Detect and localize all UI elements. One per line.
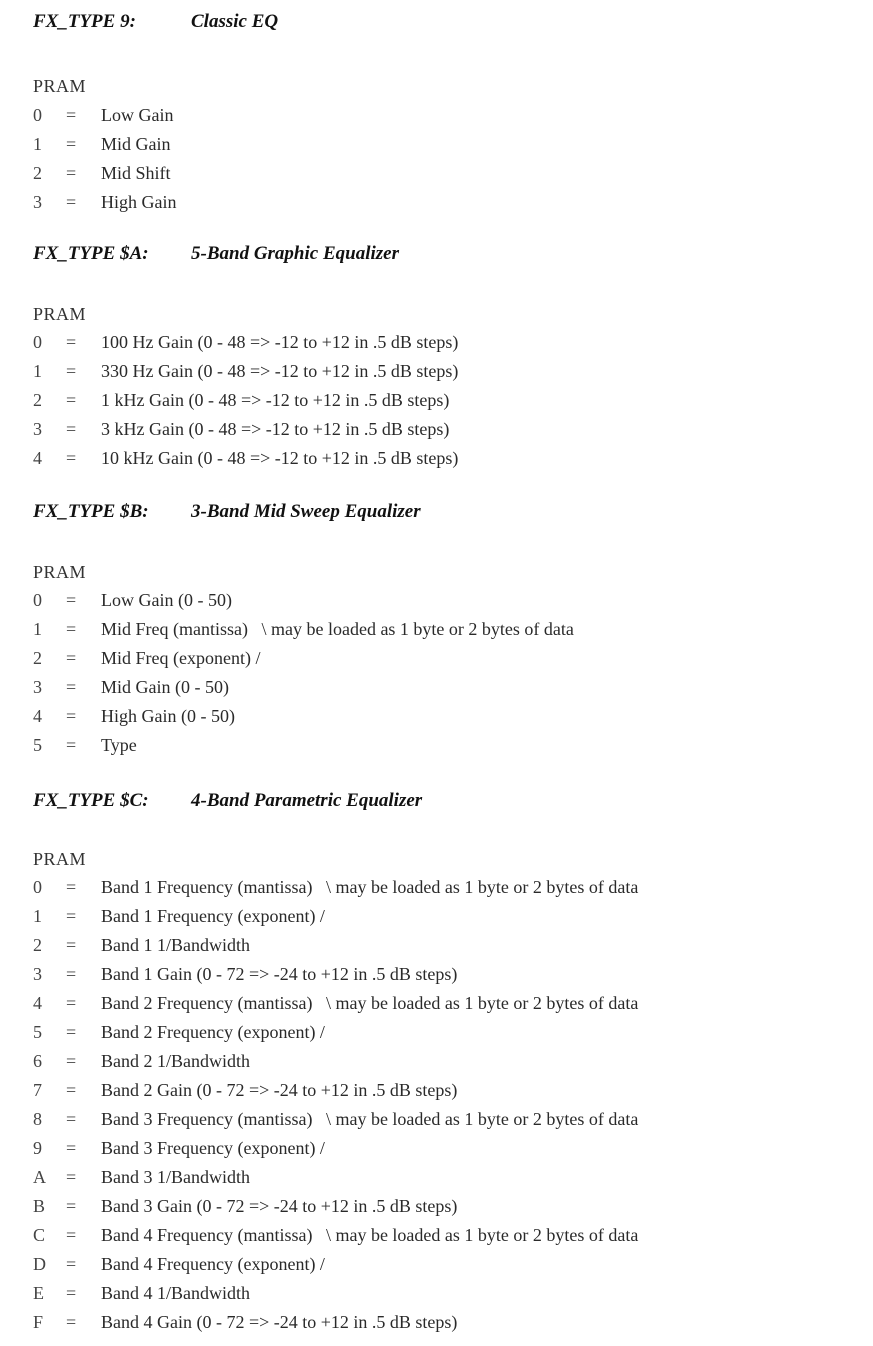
pram-label: PRAM [33, 304, 87, 324]
equals-sign: = [66, 134, 77, 154]
param-description: 10 kHz Gain (0 - 48 => -12 to +12 in .5 dB steps) [101, 448, 459, 468]
param-description: Band 1 Gain (0 - 72 => -24 to +12 in .5 dB steps) [101, 964, 458, 984]
param-index: 4 [33, 448, 42, 468]
equals-sign: = [66, 648, 77, 668]
equals-sign: = [66, 619, 77, 639]
param-description: High Gain [101, 192, 177, 212]
param-index: 9 [33, 1138, 42, 1158]
param-index: 0 [33, 877, 42, 897]
param-description: Low Gain (0 - 50) [101, 590, 232, 610]
param-description: Mid Freq (mantissa) \ may be loaded as 1 byte or 2 bytes of data [101, 619, 574, 639]
param-index: A [33, 1167, 46, 1187]
param-index: 2 [33, 935, 42, 955]
param-index: 3 [33, 964, 42, 984]
param-description: Mid Gain [101, 134, 171, 154]
equals-sign: = [66, 1225, 77, 1245]
equals-sign: = [66, 590, 77, 610]
param-description: Band 2 Frequency (exponent) / [101, 1022, 325, 1042]
fx-type-name: Classic EQ [191, 11, 279, 32]
param-index: 0 [33, 105, 42, 125]
param-description: Mid Freq (exponent) / [101, 648, 261, 668]
param-index: C [33, 1225, 46, 1245]
param-index: 3 [33, 192, 42, 212]
param-description: 330 Hz Gain (0 - 48 => -12 to +12 in .5 dB steps) [101, 361, 459, 381]
equals-sign: = [66, 1196, 77, 1216]
equals-sign: = [66, 993, 77, 1013]
param-index: 3 [33, 677, 42, 697]
param-description: Band 4 Frequency (mantissa) \ may be loaded as 1 byte or 2 bytes of data [101, 1225, 639, 1245]
fx-type-label: FX_TYPE $B: [33, 501, 149, 522]
param-index: B [33, 1196, 46, 1216]
equals-sign: = [66, 1109, 77, 1129]
equals-sign: = [66, 964, 77, 984]
param-description: 1 kHz Gain (0 - 48 => -12 to +12 in .5 dB steps) [101, 390, 450, 410]
fx-type-label: FX_TYPE $A: [33, 243, 149, 264]
param-description: Band 4 1/Bandwidth [101, 1283, 250, 1303]
param-description: Type [101, 735, 137, 755]
fx-type-label: FX_TYPE 9: [33, 11, 136, 32]
fx-type-label: FX_TYPE $C: [33, 790, 149, 811]
param-index: 7 [33, 1080, 42, 1100]
param-description: Band 2 1/Bandwidth [101, 1051, 250, 1071]
equals-sign: = [66, 192, 77, 212]
param-index: 0 [33, 332, 42, 352]
param-description: Low Gain [101, 105, 174, 125]
param-index: 1 [33, 361, 42, 381]
equals-sign: = [66, 1283, 77, 1303]
equals-sign: = [66, 448, 77, 468]
section-heading [33, 500, 421, 524]
param-description: Band 3 Frequency (mantissa) \ may be loaded as 1 byte or 2 bytes of data [101, 1109, 639, 1129]
pram-label: PRAM [33, 849, 87, 869]
equals-sign: = [66, 935, 77, 955]
equals-sign: = [66, 1167, 77, 1187]
equals-sign: = [66, 1254, 77, 1274]
equals-sign: = [66, 1051, 77, 1071]
param-description: High Gain (0 - 50) [101, 706, 235, 726]
param-description: Band 1 Frequency (mantissa) \ may be loaded as 1 byte or 2 bytes of data [101, 877, 639, 897]
param-description: Mid Shift [101, 163, 171, 183]
equals-sign: = [66, 163, 77, 183]
param-index: F [33, 1312, 44, 1332]
param-index: 2 [33, 163, 42, 183]
param-description: Band 1 1/Bandwidth [101, 935, 250, 955]
equals-sign: = [66, 706, 77, 726]
param-index: 3 [33, 419, 42, 439]
param-index: 0 [33, 590, 42, 610]
section-heading [33, 789, 422, 813]
param-index: 5 [33, 1022, 42, 1042]
param-description: 100 Hz Gain (0 - 48 => -12 to +12 in .5 dB steps) [101, 332, 459, 352]
equals-sign: = [66, 332, 77, 352]
param-index: 1 [33, 134, 42, 154]
param-index: 2 [33, 648, 42, 668]
section-heading [33, 242, 399, 266]
param-description: Band 1 Frequency (exponent) / [101, 906, 325, 926]
param-index: E [33, 1283, 44, 1303]
param-description: Band 4 Gain (0 - 72 => -24 to +12 in .5 dB steps) [101, 1312, 458, 1332]
param-index: 5 [33, 735, 42, 755]
param-index: 2 [33, 390, 42, 410]
pram-label: PRAM [33, 562, 87, 582]
equals-sign: = [66, 735, 77, 755]
param-index: 8 [33, 1109, 42, 1129]
param-description: Band 2 Gain (0 - 72 => -24 to +12 in .5 dB steps) [101, 1080, 458, 1100]
param-index: D [33, 1254, 46, 1274]
equals-sign: = [66, 390, 77, 410]
param-description: 3 kHz Gain (0 - 48 => -12 to +12 in .5 dB steps) [101, 419, 450, 439]
param-index: 1 [33, 619, 42, 639]
param-description: Band 3 Frequency (exponent) / [101, 1138, 325, 1158]
param-index: 4 [33, 706, 42, 726]
param-index: 4 [33, 993, 42, 1013]
param-description: Band 3 Gain (0 - 72 => -24 to +12 in .5 dB steps) [101, 1196, 458, 1216]
equals-sign: = [66, 877, 77, 897]
param-description: Band 2 Frequency (mantissa) \ may be loaded as 1 byte or 2 bytes of data [101, 993, 639, 1013]
section-heading [33, 10, 278, 34]
param-description: Band 3 1/Bandwidth [101, 1167, 250, 1187]
equals-sign: = [66, 1138, 77, 1158]
fx-type-name: 3-Band Mid Sweep Equalizer [191, 501, 421, 522]
equals-sign: = [66, 419, 77, 439]
equals-sign: = [66, 677, 77, 697]
param-index: 6 [33, 1051, 42, 1071]
param-description: Mid Gain (0 - 50) [101, 677, 229, 697]
pram-label: PRAM [33, 76, 87, 96]
equals-sign: = [66, 906, 77, 926]
fx-type-name: 5-Band Graphic Equalizer [191, 243, 399, 264]
fx-type-name: 4-Band Parametric Equalizer [191, 790, 423, 811]
equals-sign: = [66, 1080, 77, 1100]
equals-sign: = [66, 1312, 77, 1332]
param-description: Band 4 Frequency (exponent) / [101, 1254, 325, 1274]
equals-sign: = [66, 361, 77, 381]
param-index: 1 [33, 906, 42, 926]
equals-sign: = [66, 1022, 77, 1042]
equals-sign: = [66, 105, 77, 125]
